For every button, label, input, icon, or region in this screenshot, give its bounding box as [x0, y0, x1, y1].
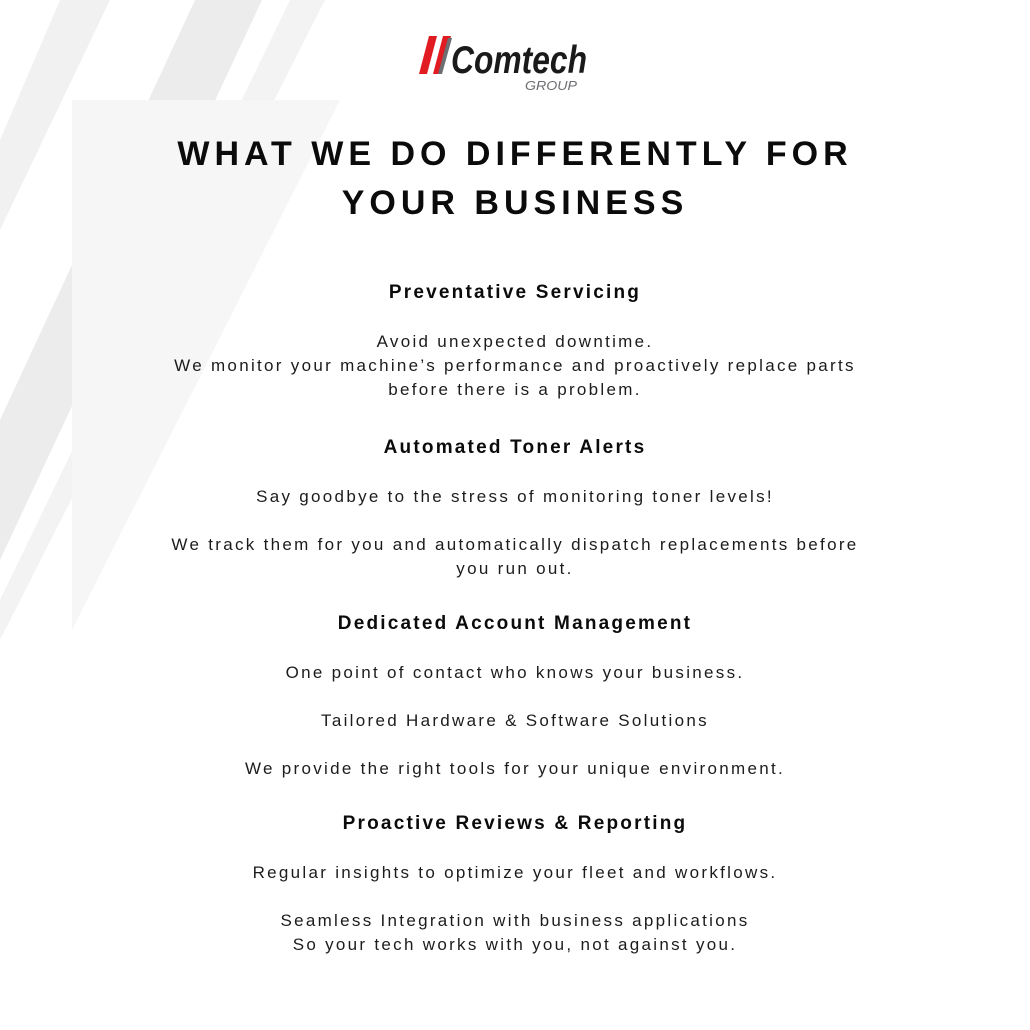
page-headline	[0, 130, 1030, 228]
body-line: you run out.	[456, 559, 574, 578]
section-title-preventative-servicing: Preventative Servicing	[388, 282, 642, 303]
body-line: Avoid unexpected downtime.	[376, 332, 654, 351]
body-line: Seamless Integration with business applications	[280, 911, 750, 930]
body-line: We provide the right tools for your unique environment.	[244, 759, 786, 778]
section-body-account-2	[0, 709, 1030, 733]
section-body-toner-2	[0, 533, 1030, 581]
body-line: We track them for you and automatically dispatch replacements before	[171, 535, 859, 554]
section-title-dedicated-account-management: Dedicated Account Management	[337, 613, 693, 634]
body-line: We monitor your machine’s performance and proactively replace parts	[174, 356, 856, 375]
logo-slash-red-1	[419, 36, 437, 74]
section-body-reviews-2	[0, 909, 1030, 957]
section-body-account-3	[0, 757, 1030, 781]
body-line: Regular insights to optimize your fleet and workflows.	[252, 863, 778, 882]
body-line: before there is a problem.	[388, 380, 642, 399]
headline-line-2: YOUR BUSINESS	[341, 184, 689, 222]
section-body-account-1	[0, 661, 1030, 685]
body-line: Tailored Hardware & Software Solutions	[321, 711, 709, 730]
logo-wordmark: Comtech	[451, 39, 587, 82]
section-body-preventative-servicing	[0, 330, 1030, 402]
section-body-reviews-1	[0, 861, 1030, 885]
logo-subtitle: GROUP	[525, 78, 578, 93]
comtech-logo	[415, 28, 615, 94]
section-title-proactive-reviews-reporting: Proactive Reviews & Reporting	[342, 813, 688, 834]
section-title-automated-toner-alerts: Automated Toner Alerts	[383, 437, 647, 458]
section-body-toner-1	[0, 485, 1030, 509]
body-line: So your tech works with you, not against you.	[292, 935, 738, 954]
body-line: Say goodbye to the stress of monitoring toner levels!	[256, 487, 774, 506]
headline-line-1: WHAT WE DO DIFFERENTLY FOR	[177, 135, 853, 173]
body-line: One point of contact who knows your business.	[285, 663, 745, 682]
